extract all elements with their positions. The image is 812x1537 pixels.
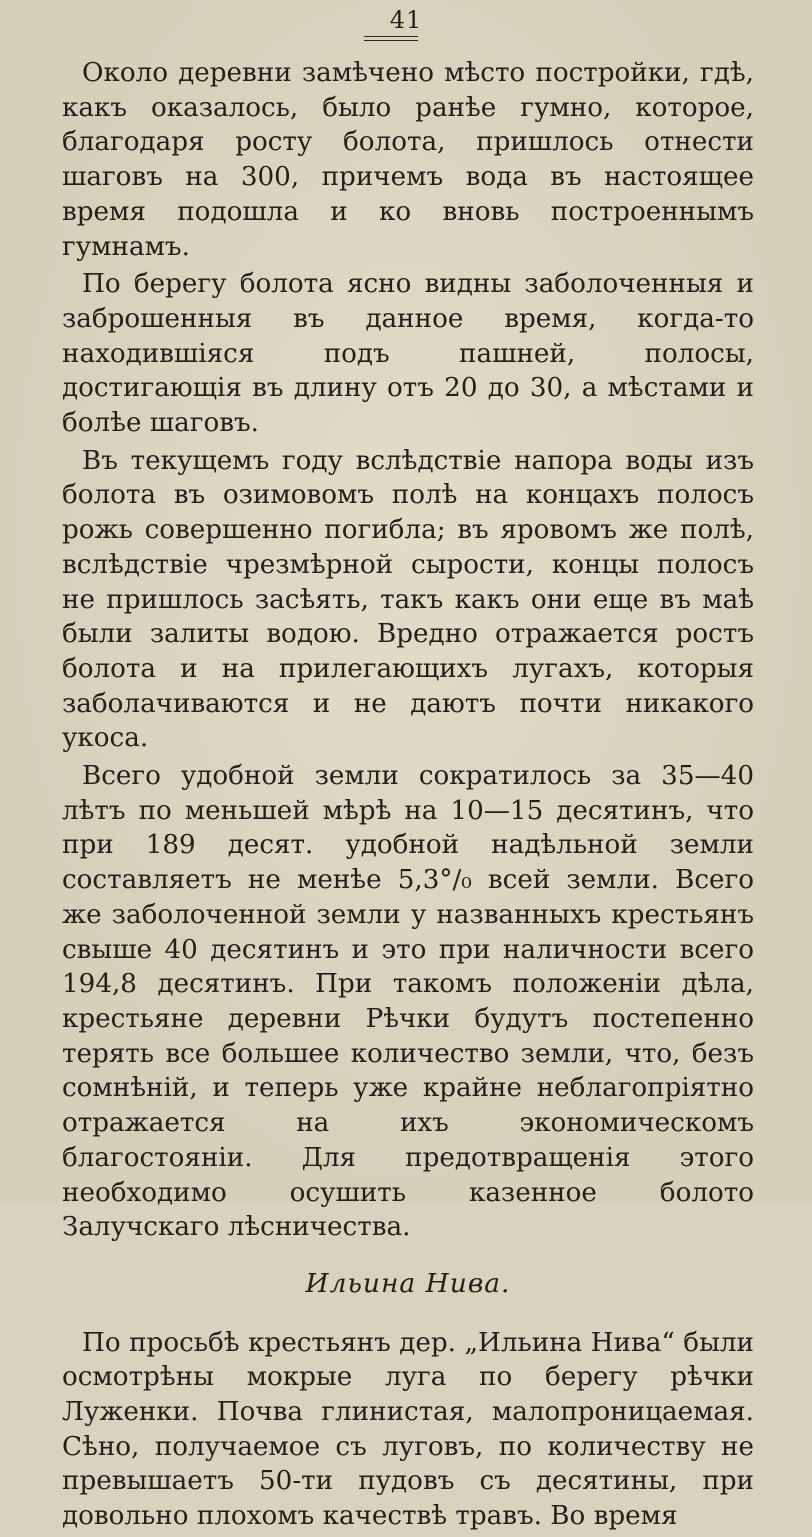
page-header [0,6,812,36]
header-rule-top [364,36,418,37]
paragraph-3: Въ текущемъ году вслѣдствіе напора воды изъ болота въ озимовомъ полѣ на концахъ полосъ рожь совершенно погибла; въ яровомъ же полѣ, вслѣдствіе чрезмѣрной сырости, концы полосъ не пришлось засѣять, такъ какъ они еще въ маѣ были залиты водою. Вредно отражается ростъ болота и на прилегающихъ лугахъ, которыя заболачиваются и не даютъ почти никакого укоса. [62,445,754,754]
paragraph-2: По берегу болота ясно видны заболоченныя и заброшенныя въ данное время, когда-то находившіяся подъ пашней, полосы, достигающія въ длину отъ 20 до 30, а мѣстами и болѣе шаговъ. [62,269,754,439]
paragraph-4: Всего удобной земли сократилось за 35—40 лѣтъ по меньшей мѣрѣ на 10—15 десятинъ, что при 189 десят. удобной надѣльной земли составляетъ не менѣе 5,3°/₀ всей земли. Всего же заболоченной земли у названныхъ крестьянъ свыше 40 десятинъ и это при наличности всего 194,8 десятинъ. При такомъ положеніи дѣла, крестьяне деревни Рѣчки будутъ постепенно терять все большее количество земли, что, безъ сомнѣній, и теперь уже крайне неблагопріятно отражается на ихъ экономическомъ благостояніи. Для предотвращенія этого необходимо осушить казенное болото Залучскаго лѣсничества. [62,761,754,1243]
header-rule-bottom [364,40,418,41]
page-number: 41 [389,6,423,34]
paragraph-5: По просьбѣ крестьянъ дер. „Ильина Нива“ были осмотрѣны мокрые луга по берегу рѣчки Луженки. Почва глинистая, малопроницаемая. Сѣно, получаемое съ луговъ, по количеству не превышаетъ 50-ти пудовъ съ десятины, при довольно плохомъ качествѣ травъ. Во время [62,1327,754,1532]
paragraph-1: Около деревни замѣчено мѣсто постройки, гдѣ, какъ оказалось, было ранѣе гумно, которое, благодаря росту болота, пришлось отнести шаговъ на 300, причемъ вода въ настоящее время подошла и ко вновь построеннымъ гумнамъ. [62,58,754,262]
section-title: Ильина Нива. [305,1267,511,1299]
body-text [62,56,754,1537]
